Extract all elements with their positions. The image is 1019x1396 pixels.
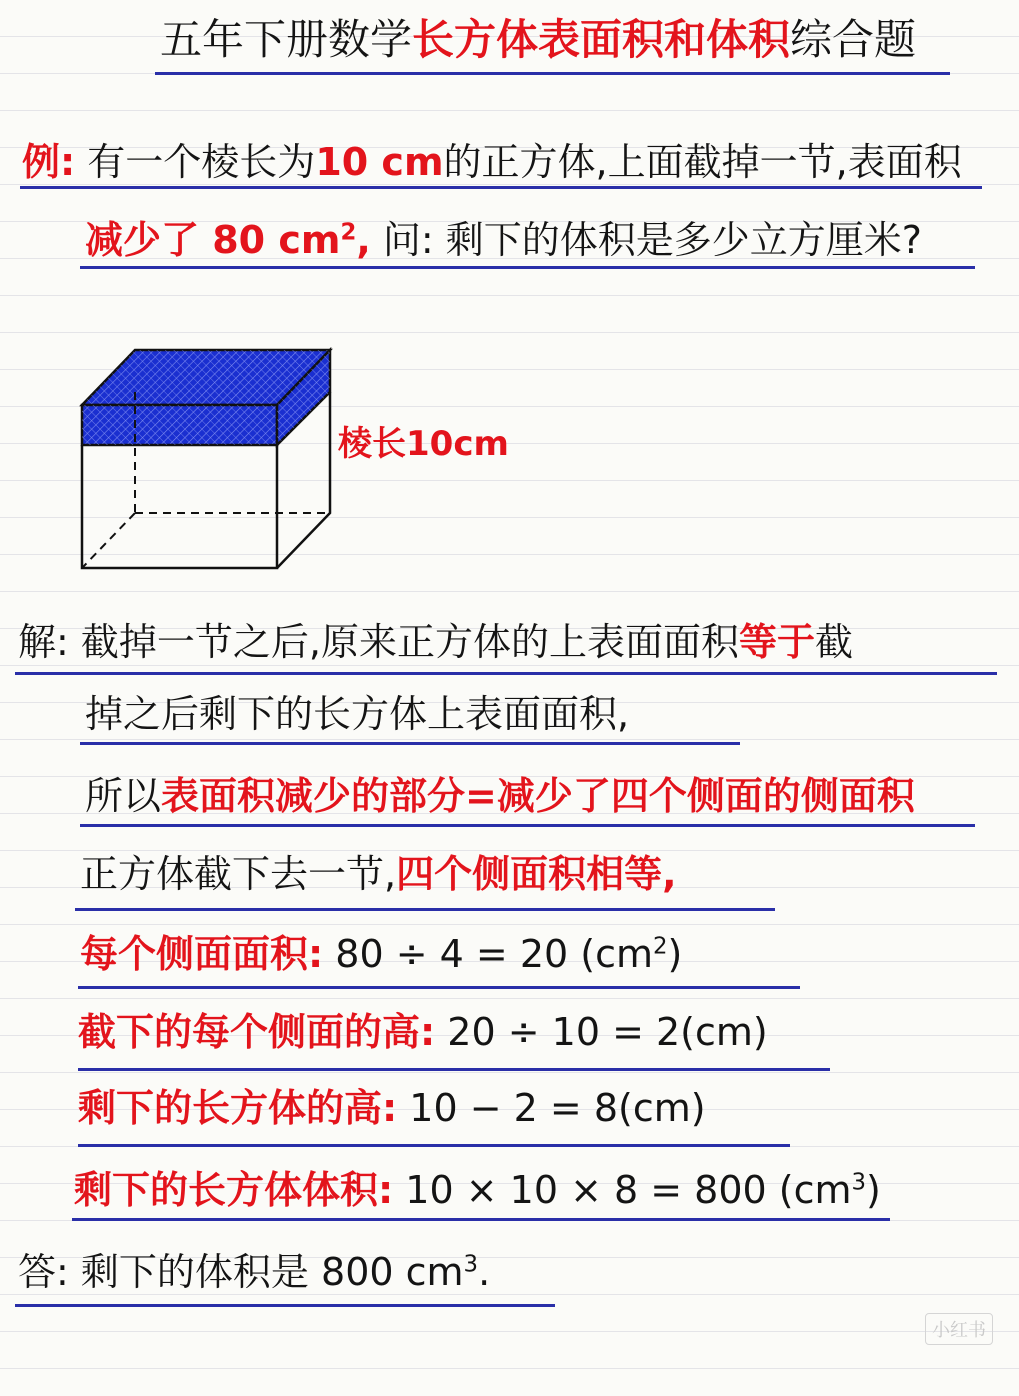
step-4-sup: 3 — [851, 1169, 867, 1196]
step-1-calc: 80 ÷ 4 = 20 (cm — [335, 932, 653, 976]
title-part3: 综合题 — [790, 15, 917, 64]
cube-front-face — [82, 445, 277, 568]
solution-text-3a: 所以 — [85, 774, 162, 818]
step-3-label: 剩下的长方体的高: — [78, 1086, 398, 1130]
rule-line — [72, 1218, 890, 1221]
step-3 — [78, 1084, 706, 1132]
answer-label: 答: — [18, 1250, 69, 1294]
answer-sup: 3 — [463, 1251, 479, 1278]
example-edge-value: 10 cm — [315, 140, 444, 184]
example-label: 例: — [22, 140, 76, 184]
example-sup: 2 — [340, 219, 357, 246]
solution-line-2: 掉之后剩下的长方体上表面面积, — [85, 692, 630, 736]
rule-line — [80, 824, 975, 827]
step-2 — [78, 1008, 768, 1056]
solution-line-1 — [18, 618, 853, 666]
solution-text-4a: 正方体截下去一节, — [80, 852, 397, 896]
rule-line — [80, 266, 975, 269]
example-text-1a: 有一个棱长为 — [87, 140, 316, 184]
watermark-logo: 小红书 — [925, 1313, 993, 1345]
solution-text-1a: 截掉一节之后,原来正方体的上表面面积 — [80, 620, 739, 664]
rule-line — [78, 1068, 830, 1071]
cube-figure — [70, 340, 350, 580]
answer-text: 剩下的体积是 — [80, 1250, 309, 1294]
step-3-calc: 10 − 2 = 8(cm) — [409, 1086, 706, 1130]
title-part1: 五年下册数学 — [160, 15, 413, 64]
step-1-end: ) — [667, 932, 683, 976]
rule-line — [15, 1304, 555, 1307]
rule-line — [80, 742, 740, 745]
example-question: 问: 剩下的体积是多少立方厘米? — [382, 218, 922, 262]
example-line-1 — [22, 138, 962, 186]
title-part2: 长方体表面积和体积 — [412, 15, 791, 64]
step-4-label: 剩下的长方体体积: — [74, 1168, 394, 1212]
solution-text-1c: 截 — [815, 620, 854, 664]
step-4-end: ) — [866, 1168, 881, 1212]
step-4 — [74, 1166, 881, 1214]
answer-value: 800 cm — [321, 1250, 464, 1294]
answer-end: . — [478, 1250, 491, 1294]
step-1-sup: 2 — [653, 933, 668, 960]
page-title — [160, 16, 916, 64]
shaded-front-band-overlay — [82, 405, 277, 445]
solution-line-3 — [85, 772, 915, 820]
rule-line — [78, 1144, 790, 1147]
solution-key-point: 表面积减少的部分=减少了四个侧面的侧面积 — [161, 774, 915, 818]
rule-line — [15, 672, 997, 675]
edge-length-label: 棱长10cm — [338, 424, 509, 464]
example-comma: , — [356, 218, 371, 262]
step-4-calc: 10 × 10 × 8 = 800 (cm — [405, 1168, 852, 1212]
example-text-1c: 的正方体,上面截掉一节,表面积 — [443, 140, 962, 184]
solution-label: 解: — [18, 620, 69, 664]
step-2-calc: 20 ÷ 10 = 2(cm) — [447, 1010, 768, 1054]
solution-text-4b: 四个侧面积相等, — [396, 852, 677, 896]
title-underline — [155, 72, 950, 75]
hidden-edge-diagonal — [82, 513, 135, 568]
step-1 — [80, 930, 682, 978]
answer-line — [18, 1248, 490, 1296]
rule-line — [75, 908, 775, 911]
solution-line-4 — [80, 850, 677, 898]
example-line-2 — [85, 216, 922, 264]
step-1-label: 每个侧面面积: — [80, 932, 324, 976]
example-area-reduction: 减少了 80 cm — [85, 218, 341, 262]
rule-line — [78, 986, 800, 989]
step-2-label: 截下的每个侧面的高: — [78, 1010, 436, 1054]
solution-equal-word: 等于 — [739, 620, 816, 664]
rule-line — [20, 186, 982, 189]
